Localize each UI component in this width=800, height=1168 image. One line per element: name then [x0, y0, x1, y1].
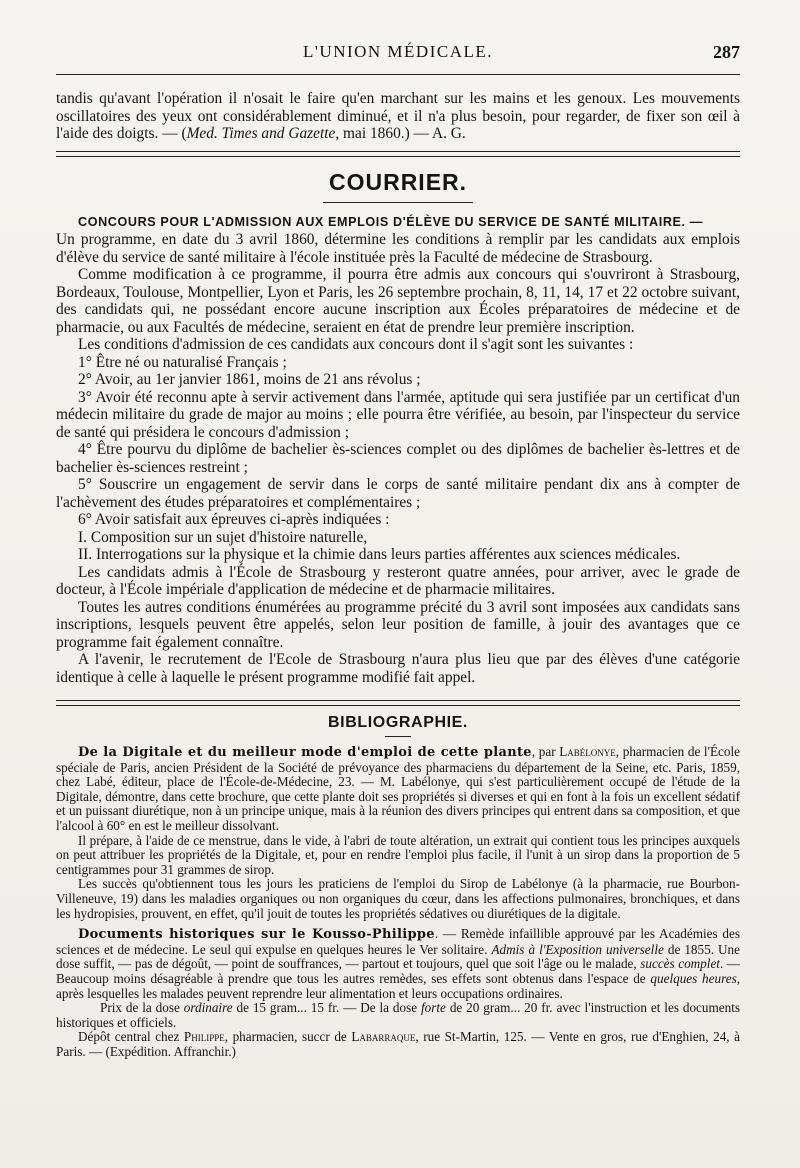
condition-item: 2° Avoir, au 1er janvier 1861, moins de 21 ans révolus ;: [78, 371, 421, 388]
biblio-text: . — Beaucoup moins désagréable à prendre que tous les autres remèdes, ses effets sont obtenus dans l'espace de: [56, 956, 740, 986]
biblio-text: , pharmacien, succr de: [224, 1029, 352, 1045]
biblio-italic: ordinaire: [183, 1000, 233, 1016]
page-number: 287: [713, 42, 740, 62]
courrier-p5: Toutes les autres conditions énumérées au programme précité du 3 avril sont imposées aux candidats sans inscriptions, lesquels peuvent être appelés, selon leur position de famille, à jouir des avantages que ce programme fait également connaître.: [56, 598, 740, 651]
biblio-text: , par: [531, 744, 560, 759]
biblio-paragraph: Les succès qu'obtiennent tous les jours les praticiens de l'emploi du Sirop de Labélonye (à la pharmacie, rue Bourbon-Villeneuve, 19) dans les maladies organiques ou non organiques du cœur, dans les affections pulmonaires, bronchiques, et dans les hydropisies, prouvent, en effet, qu'il jouit de toutes les propriétés sédatives ou diurétiques de la digitale.: [56, 876, 740, 921]
courrier-title: COURRIER.: [328, 168, 468, 195]
condition-item: 1° Être né ou naturalisé Français ;: [78, 353, 287, 371]
biblio-text: Prix de la dose: [100, 1000, 184, 1016]
biblio-entry-kousso: [56, 927, 740, 1001]
concours-heading: CONCOURS POUR L'ADMISSION AUX EMPLOIS D'ÉLÈVE DU SERVICE DE SANTÉ MILITAIRE. —: [78, 214, 703, 229]
biblio-text: . — Remède infaillible approuvé par les Académies des sciences et de médecine. Le seul qui expulse en quelques heures le Ver solitaire.: [56, 926, 740, 957]
section-divider: [56, 700, 740, 706]
condition-item: 3° Avoir été reconnu apte à servir activement dans l'armée, aptitude qui sera justifiée par un certificat d'un médecin militaire du grade de major au moins ; elle pourra être vérifiée, au besoin, par l'inspecteur du service de santé qui présidera le concours d'admission ;: [56, 388, 740, 441]
title-rule: [385, 736, 411, 737]
biblio-text: , rue St-Martin, 125. — Vente en gros, rue d'Enghien, 24, à Paris. — (Expédition. Affranchir.): [56, 1029, 740, 1059]
intro-source: Med. Times and Gazette,: [186, 125, 340, 142]
biblio-paragraph: Il prépare, à l'aide de ce menstrue, dans le vide, à l'abri de toute altération, un extrait qui contient tous les principes auxquels on peut attribuer les propriétés de la Digitale, et, pour en rendre l'emploi plus facile, il l'unit à un sirop dans la proportion de 5 centigrammes pour 31 grammes de sirop.: [56, 832, 740, 877]
biblio-text: de 20 gram... 20 fr. avec l'instruction et les documents historiques et officiels.: [56, 1000, 740, 1030]
condition-item: II. Interrogations sur la physique et la chimie dans leurs parties afférentes aux sciences médicales.: [78, 546, 681, 563]
biblio-author: Labélonye: [559, 744, 616, 759]
biblio-entry-title: Documents historiques sur le Kousso-Philippe: [78, 927, 435, 943]
section-divider: [56, 151, 740, 157]
biblio-name: Philippe: [183, 1029, 225, 1045]
biblio-text: , après lesquelles les malades peuvent reprendre leur alimentation et leurs occupations ordinaires.: [56, 970, 740, 1001]
biblio-name: Labarraque: [351, 1029, 416, 1045]
courrier-p6: A l'avenir, le recrutement de l'Ecole de Strasbourg n'aura plus lieu que par des élèves d'une catégorie identique à celle à laquelle le présent programme modifié fait appel.: [56, 651, 740, 686]
running-title: L'UNION MÉDICALE.: [302, 42, 494, 61]
biblio-entry-title: De la Digitale et du meilleur mode d'emploi de cette plante: [78, 745, 532, 760]
courrier-heading: [56, 213, 740, 232]
page-header: [56, 36, 740, 76]
biblio-text: de 1855. Une dose suffit, — pas de dégoût, — point de souffrances, — partout et toujours, quel que soit l'âge ou le malade,: [56, 941, 741, 972]
condition-item: I. Composition sur un sujet d'histoire naturelle,: [78, 528, 368, 546]
condition-item: 4° Être pourvu du diplôme de bachelier ès-sciences complet ou des diplômes de bachelier ès-lettres et de bachelier ès-sciences restreint ;: [56, 441, 740, 476]
biblio-italic: Admis à l'Exposition universelle: [491, 941, 664, 957]
bibliographie-title: BIBLIOGRAPHIE.: [328, 714, 468, 731]
courrier-p4: Les candidats admis à l'École de Strasbourg y resteront quatre années, pour arriver, avec le grade de docteur, à l'École impériale d'application de médecine et de pharmacie militaires.: [56, 563, 740, 598]
courrier-p1: Un programme, en date du 3 avril 1860, détermine les conditions à remplir par les candidats aux emplois d'élève du service de santé militaire à l'école instituée près la Faculté de médecine de Strasbourg.: [56, 231, 740, 266]
biblio-italic: succès complet: [640, 956, 720, 972]
intro-text-end: mai 1860.) — A. G.: [339, 125, 466, 142]
title-rule: [323, 202, 473, 203]
condition-item: 6° Avoir satisfait aux épreuves ci-après indiquées :: [78, 511, 390, 528]
page-body: [56, 90, 740, 1059]
biblio-italic: forte: [421, 1000, 446, 1016]
biblio-italic: quelques heures: [650, 970, 737, 986]
intro-paragraph: [56, 90, 740, 143]
courrier-p3: Les conditions d'admission de ces candidats aux concours dont il s'agit sont les suivantes :: [78, 336, 634, 353]
biblio-depot: [56, 1030, 740, 1059]
biblio-entry-digitale: [56, 745, 740, 834]
header-rule: [56, 74, 740, 75]
courrier-p2: Comme modification à ce programme, il pourra être admis aux concours qui s'ouvriront à Strasbourg, Bordeaux, Toulouse, Montpellier, Lyon et Paris, les 26 septembre prochain, 8, 11, 14, 17 et 22 octobre suivant, des candidats qui, ne possédant encore aucune inscription aux Écoles préparatoires de médecine et de pharmacie, ou aux Facultés de médecine, seraient en état de prendre leur première inscription.: [56, 266, 740, 336]
intro-text: tandis qu'avant l'opération il n'osait le faire qu'en marchant sur les mains et les genoux. Les mouvements oscillatoires des yeux ont considérablement diminué, et il n'a plus besoin, pour regarder, de fixer son œil à l'aide des doigts. — (: [56, 90, 740, 142]
biblio-text: de 15 gram... 15 fr. — De la dose: [232, 1000, 421, 1016]
biblio-price: [56, 1001, 740, 1030]
biblio-text: Dépôt central chez: [78, 1029, 184, 1045]
biblio-text: , pharmacien de l'École spéciale de Paris, ancien Président de la Société de prévoyance des pharmaciens du département de la Seine, etc. Paris, 1859, chez Labé, éditeur, place de l'École-de-Médecine, 23. — M. Labélonye, qui s'est particulièrement occupé de l'étude de la Digitale, démontre, dans cette brochure, que cette plante doit ses propriétés si diverses et qui en font à la fois un excellent sédatif et un puissant diurétique, non à un principe unique, mais à la réunion des divers principes qui entrent dans sa composition, et que l'alcool à 60° en est le meilleur dissolvant.: [56, 744, 740, 833]
condition-item: 5° Souscrire un engagement de servir dans le corps de santé militaire pendant dix ans à compter de l'achèvement des études préparatoires et complémentaires ;: [56, 476, 740, 511]
